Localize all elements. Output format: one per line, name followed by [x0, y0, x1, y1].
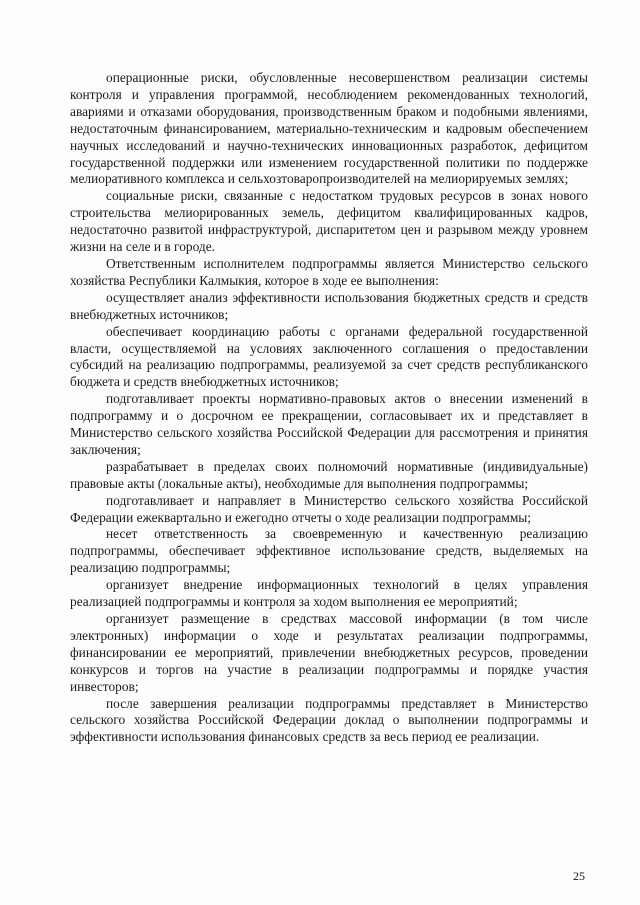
paragraph-analysis: осуществляет анализ эффективности использования бюджетных средств и средств внебюджетных источников; [70, 289, 588, 322]
paragraph-it-implementation: организует внедрение информационных технологий в целях управления реализацией подпрограммы и контроля за ходом выполнения ее мероприятий; [70, 577, 588, 610]
paragraph-media-placement: организует размещение в средствах массовой информации (в том числе электронных) информации о ходе и результатах реализации подпрограммы, финансировании ее мероприятий, привлечении внебюджетных ресурсов, проведении конкурсов и торгов на участие в реализации подпрограммы и порядке участия инвесторов; [70, 611, 588, 694]
paragraph-final-report: после завершения реализации подпрограммы представляет в Министерство сельского хозяйства Российской Федерации доклад о выполнении подпрограммы и эффективности использования финансовых средств за весь период ее реализации. [70, 695, 588, 745]
paragraph-responsibility: несет ответственность за своевременную и качественную реализацию подпрограммы, обеспечивает эффективное использование средств, выделяемых на реализацию подпрограммы; [70, 526, 588, 576]
paragraph-drafts: подготавливает проекты нормативно-правовых актов о внесении изменений в подпрограмму и о досрочном ее прекращении, согласовывает их и представляет в Министерство сельского хозяйства Российской Федерации для рассмотрения и принятия заключения; [70, 391, 588, 457]
paragraph-operational-risks: операционные риски, обусловленные несовершенством реализации системы контроля и управления программой, несоблюдением рекомендованных технологий, авариями и отказами оборудования, производственным браком и подобными явлениями, недостаточным финансированием, материально-техническим и кадровым обеспечением научных исследований и научно-технических инновационных разработок, дефицитом государственной поддержки или изменением государственной политики по поддержке мелиоративного комплекса и сельхозтоваропроизводителей на мелиорируемых землях; [70, 70, 588, 187]
paragraph-social-risks: социальные риски, связанные с недостатком трудовых ресурсов в зонах нового строительства мелиорированных земель, дефицитом квалифицированных кадров, недостаточно развитой инфраструктурой, диспаритетом цен и разрывом между уровнем жизни на селе и в городе. [70, 188, 588, 255]
paragraph-coordination: обеспечивает координацию работы с органами федеральной государственной власти, осуществляемой на условиях заключенного соглашения о предоставлении субсидий на реализацию подпрограммы, реализуемой за счет средств республиканского бюджета и средств внебюджетных источников; [70, 323, 588, 390]
body-text [70, 70, 588, 746]
paragraph-reports: подготавливает и направляет в Министерство сельского хозяйства Российской Федерации ежеквартально и ежегодно отчеты о ходе реализации подпрограммы; [70, 492, 588, 525]
paragraph-develops-acts: разрабатывает в пределах своих полномочий нормативные (индивидуальные) правовые акты (локальные акты), необходимые для выполнения подпрограммы; [70, 458, 588, 491]
paragraph-responsible-executor: Ответственным исполнителем подпрограммы является Министерство сельского хозяйства Республики Калмыкия, которое в ходе ее выполнения: [70, 255, 588, 288]
page-number: 25 [573, 869, 585, 883]
